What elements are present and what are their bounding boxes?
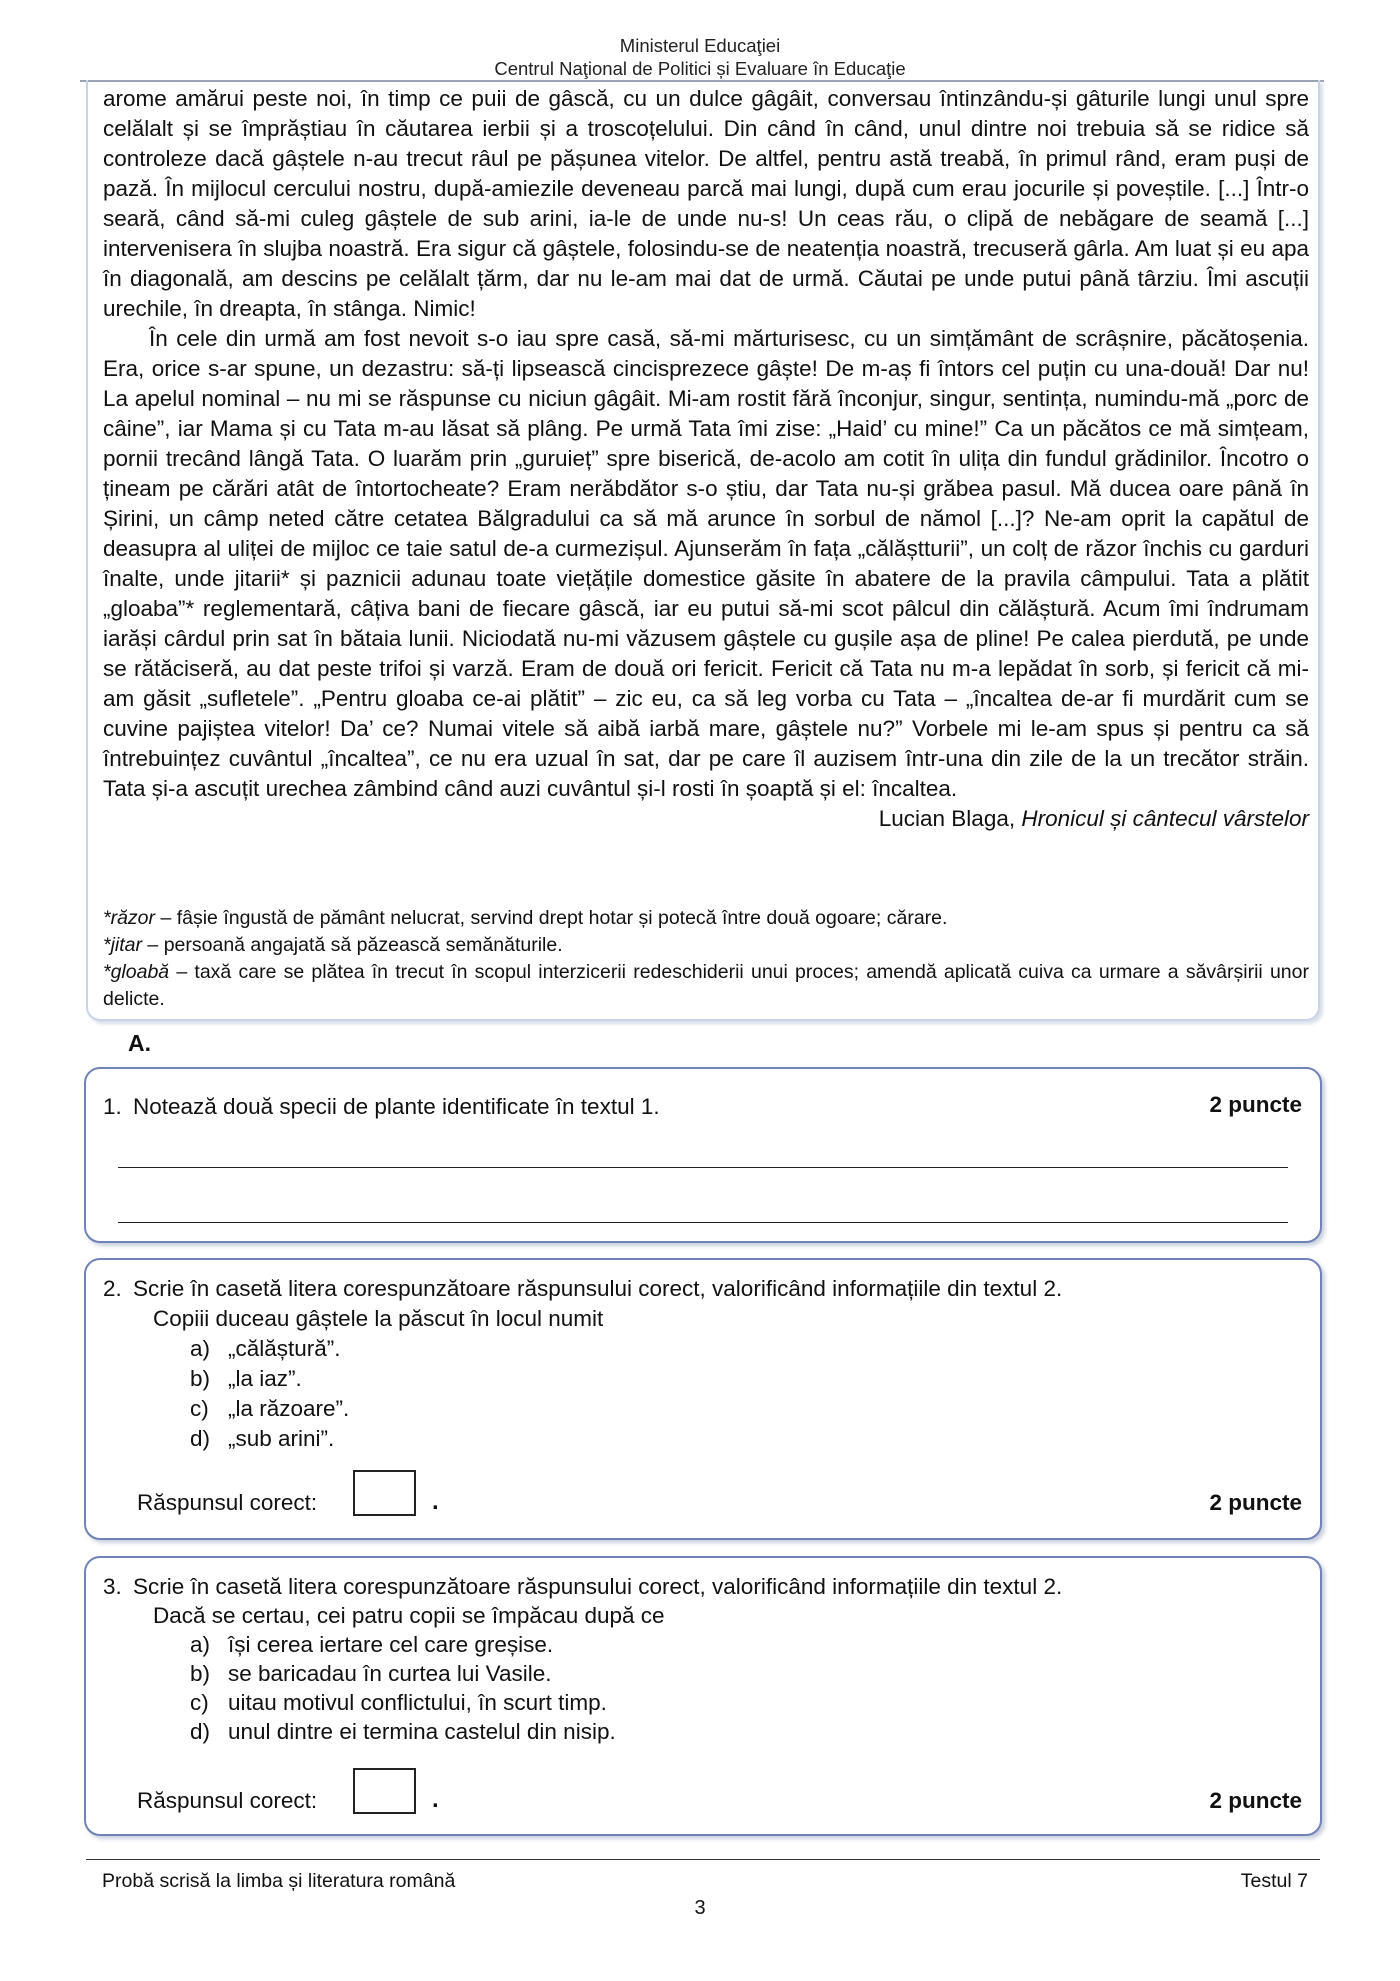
option-letter: a) xyxy=(190,1336,211,1361)
section-letter: A. xyxy=(128,1030,151,1056)
page-header xyxy=(0,34,1400,80)
answer-box[interactable] xyxy=(353,1768,416,1814)
question-1-box xyxy=(84,1067,1322,1243)
answer-dot: . xyxy=(432,1786,439,1813)
option-text: „călăștură”. xyxy=(228,1336,341,1361)
answer-line[interactable] xyxy=(118,1222,1288,1223)
glossary-term: *răzor xyxy=(103,907,156,929)
passage-paragraph-1: arome amărui peste noi, în timp ce puii de gâscă, cu un dulce gâgâit, conversau întinzându-și gâturile lungi unul spre celălalt și se împrăștiau în căutarea ierbii și a troscoțelului. Din când în când, unul dintre noi trebuia să se ridice să controleze dacă gâștele n-au trecut râul pe pășunea vitelor. De altfel, pentru astă treabă, în primul rând, eram puși de pază. În mijlocul cercului nostru, după-amiezile deveneau parcă mai lungi, după cum erau jocurile și poveștile. [...] Într-o seară, când să-mi culeg gâștele de sub arini, ia-le de unde nu-s! Un ceas rău, o clipă de nebăgare de seamă [...] intervenisera în slujba noastră. Era sigur că gâștele, folosindu-se de neatenția noastră, trecuseră gârla. Am luat și eu apa în diagonală, am descins pe celălalt țărm, dar nu le-am mai dat de urmă. Căutai pe unde putui până târziu. Îmi ascuții urechile, în dreapta, în stânga. Nimic! xyxy=(103,86,1309,321)
glossary-term: *gloabă xyxy=(103,961,170,983)
option-b xyxy=(190,1364,302,1394)
option-letter: d) xyxy=(190,1426,211,1451)
author-name: Lucian Blaga, xyxy=(878,806,1016,831)
question-text: Notează două specii de plante identificate în textul 1. xyxy=(133,1094,660,1119)
glossary-notes xyxy=(103,905,1309,1013)
option-text: uitau motivul conflictului, în scurt timp. xyxy=(228,1690,607,1715)
option-c xyxy=(190,1688,607,1718)
glossary-definition: – fâșie îngustă de pământ nelucrat, servind drept hotar și potecă între două ogoare; cărare. xyxy=(155,907,948,929)
option-a xyxy=(190,1334,341,1364)
reading-passage xyxy=(103,84,1309,834)
passage-paragraph-2: În cele din urmă am fost nevoit s-o iau spre casă, să-mi mărturisesc, cu un simțământ de scrâșnire, păcătoșenia. Era, orice s-ar spune, un dezastru: să-ți lipsească cincisprezece gâște! De m-aș fi întors cel puțin cu una-două! Dar nu! La apelul nominal – nu mi se răspunse cu niciun gâgâit. Mi-am rostit fără înconjur, singur, sentința, numindu-mă „porc de câine”, iar Mama și cu Tata m-au lăsat să plâng. Pe urmă Tata îmi zise: „Haid’ cu mine!” Ca un păcătos ce mă simțeam, pornii trecând lângă Tata. O luarăm prin „guruieț” spre biserică, de-acolo am cotit în ulița din fundul grădinilor. Încotro o țineam pe cărări atât de întortocheate? Eram nerăbdător s-o știu, dar Tata nu-și grăbea pasul. Mă ducea oare până în Șirini, un câmp neted către cetatea Bălgradului ca să mă arunce în sorbul de nămol [...]? Ne-am oprit la capătul de deasupra al uliței de mijloc ce taie satul de-a curmezișul. Ajunserăm în fața „călăștturii”, un colț de răzor închis cu garduri înalte, unde jitarii* și paznicii adunau toate viețățile domestice găsite în abatere de la pravila câmpului. Tata a plătit „gloaba”* reglementară, câțiva bani de fiecare gâscă, iar eu putui să-mi scot pâlcul din călăștură. Acum îmi îndrumam iarăși cârdul prin sat în bătaia lunii. Niciodată nu-mi văzusem gâștele cu gușile așa de pline! Pe calea pierdută, pe unde se rătăciseră, au dat peste trifoi și varză. Eram de două ori fericit. Fericit că Tata nu m-a lepădat în sorb, și fericit că mi-am găsit „sufletele”. „Pentru gloaba ce-ai plătit” – zic eu, ca să leg vorba cu Tata – „încaltea de-ar fi murdărit cum se cuvine pajiștea vitelor! Da’ ce? Numai vitele să aibă iarbă mare, gâștele nu?” Vorbele mi le-am spus și pentru ca să întrebuințez cuvântul „încaltea”, ce nu era uzual în sat, dar pe care îl auzisem într-una din zile de la un trecător străin. Tata și-a ascuțit urechea zâmbind când auzi cuvântul și-l rosti în șoaptă și el: încaltea. xyxy=(103,326,1309,801)
option-c xyxy=(190,1394,349,1424)
option-text: „sub arini”. xyxy=(228,1426,335,1451)
option-letter: c) xyxy=(190,1690,209,1715)
option-letter: a) xyxy=(190,1632,211,1657)
answer-box[interactable] xyxy=(353,1470,416,1516)
answer-dot: . xyxy=(432,1488,439,1515)
glossary-definition: – persoană angajată să păzească semănăturile. xyxy=(142,934,563,956)
option-letter: b) xyxy=(190,1366,211,1391)
option-d xyxy=(190,1424,334,1454)
option-a xyxy=(190,1630,553,1660)
option-text: „la iaz”. xyxy=(228,1366,302,1391)
footer-exam-title: Probă scrisă la limba și literatura română xyxy=(102,1870,456,1892)
question-2-box xyxy=(84,1258,1322,1540)
option-text: se baricadau în curtea lui Vasile. xyxy=(228,1661,552,1686)
option-b xyxy=(190,1659,552,1689)
question-stem: Copiii duceau gâștele la păscut în locul numit xyxy=(153,1306,604,1331)
ministry-name: Ministerul Educaţiei xyxy=(619,35,781,56)
option-letter: c) xyxy=(190,1396,209,1421)
question-number: 1. xyxy=(103,1094,122,1119)
option-letter: d) xyxy=(190,1719,211,1744)
glossary-definition: – taxă care se plătea în trecut în scopul interzicerii redeschiderii unui proces; amendă aplicată cuiva ca urmare a săvârșirii unor delicte. xyxy=(103,961,1309,1010)
option-letter: b) xyxy=(190,1661,211,1686)
answer-line[interactable] xyxy=(118,1167,1288,1168)
question-number: 3. xyxy=(103,1574,122,1599)
question-text: Scrie în casetă litera corespunzătoare răspunsului corect, valorificând informațiile din textul 2. xyxy=(133,1574,1063,1599)
question-points: 2 puncte xyxy=(1209,1092,1302,1117)
work-title: Hronicul și cântecul vârstelor xyxy=(1021,806,1309,831)
glossary-note xyxy=(103,959,1309,1013)
footer-test-number: Testul 7 xyxy=(1240,1870,1308,1892)
passage-source xyxy=(103,804,1309,834)
question-stem: Dacă se certau, cei patru copii se împăcau după ce xyxy=(153,1603,665,1628)
question-points: 2 puncte xyxy=(1209,1788,1302,1813)
footer-rule xyxy=(86,1859,1320,1860)
page-number: 3 xyxy=(694,1897,706,1919)
question-3-box xyxy=(84,1556,1322,1836)
glossary-note xyxy=(103,905,1309,932)
answer-label: Răspunsul corect: xyxy=(137,1490,318,1515)
question-number: 2. xyxy=(103,1276,122,1301)
option-text: își cerea iertare cel care greșise. xyxy=(228,1632,554,1657)
question-points: 2 puncte xyxy=(1209,1490,1302,1515)
glossary-note xyxy=(103,932,1309,959)
answer-label: Răspunsul corect: xyxy=(137,1788,318,1813)
option-d xyxy=(190,1717,616,1747)
center-name: Centrul Naţional de Politici și Evaluare în Educaţie xyxy=(494,58,906,79)
option-text: „la răzoare”. xyxy=(228,1396,350,1421)
glossary-term: *jitar xyxy=(103,934,143,956)
option-text: unul dintre ei termina castelul din nisip. xyxy=(228,1719,616,1744)
question-text: Scrie în casetă litera corespunzătoare răspunsului corect, valorificând informațiile din textul 2. xyxy=(133,1276,1063,1301)
